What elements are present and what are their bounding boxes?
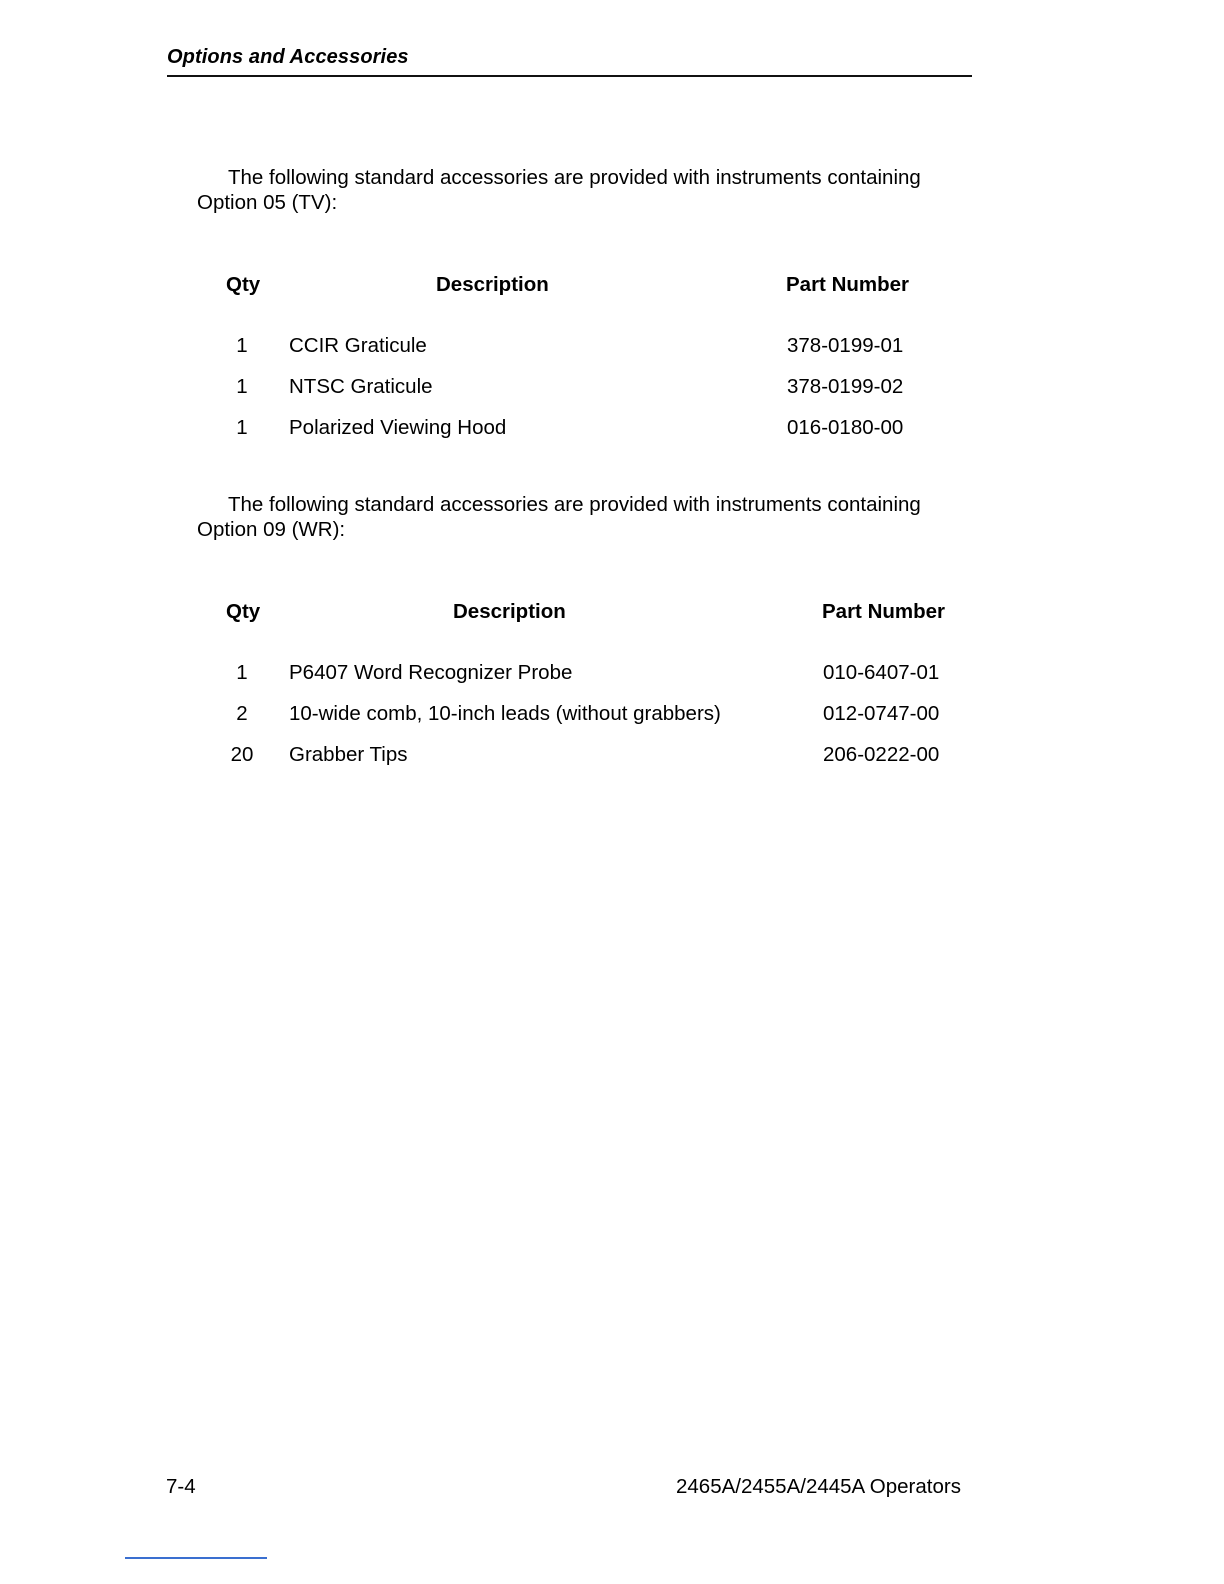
row-part-number: 378-0199-02: [787, 375, 904, 398]
manual-title: 2465A/2455A/2445A Operators: [676, 1475, 961, 1498]
row-qty: 1: [236, 334, 248, 357]
column-header-part-number: Part Number: [786, 273, 910, 296]
column-header-qty: Qty: [226, 600, 261, 623]
row-part-number: 010-6407-01: [823, 661, 940, 684]
page-number: 7-4: [166, 1475, 196, 1498]
row-description: CCIR Graticule: [289, 334, 427, 357]
row-qty: 1: [236, 375, 248, 398]
page-margin: [0, 0, 82, 1584]
row-qty: 20: [230, 743, 254, 766]
running-header: [167, 44, 972, 70]
row-part-number: 206-0222-00: [823, 743, 940, 766]
row-qty: 2: [236, 702, 248, 725]
row-description: 10-wide comb, 10-inch leads (without grabbers): [289, 702, 721, 725]
link-underline: [125, 1557, 267, 1559]
header-rule: [167, 75, 972, 77]
row-description: Grabber Tips: [289, 743, 408, 766]
row-part-number: 012-0747-00: [823, 702, 940, 725]
row-description: NTSC Graticule: [289, 375, 433, 398]
column-header-description: Description: [453, 600, 566, 623]
option-09-intro: The following standard accessories are provided with instruments containing Option 09 (WR):: [197, 493, 921, 541]
row-part-number: 016-0180-00: [787, 416, 904, 439]
section-title: Options and Accessories: [167, 46, 409, 68]
column-header-part-number: Part Number: [822, 600, 946, 623]
option-05-intro: The following standard accessories are provided with instruments containing Option 05 (TV):: [197, 166, 921, 214]
row-qty: 1: [236, 416, 248, 439]
row-qty: 1: [236, 661, 248, 684]
row-description: P6407 Word Recognizer Probe: [289, 661, 573, 684]
row-description: Polarized Viewing Hood: [289, 416, 507, 439]
column-header-qty: Qty: [226, 273, 261, 296]
row-part-number: 378-0199-01: [787, 334, 904, 357]
column-header-description: Description: [436, 273, 549, 296]
